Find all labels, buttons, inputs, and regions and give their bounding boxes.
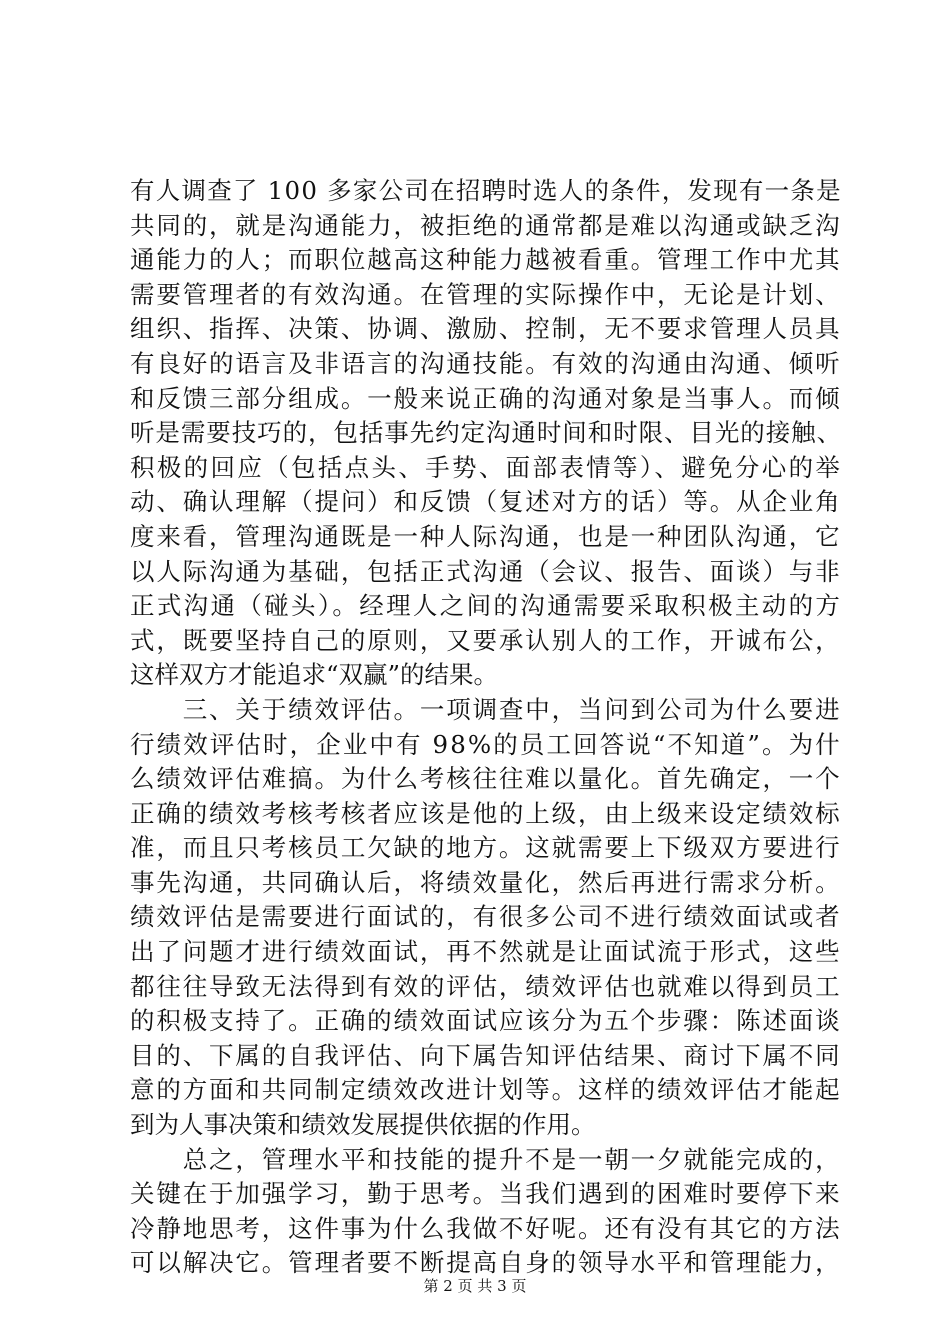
- text-line: 正确的绩效考核考核者应该是他的上级，由上级来设定绩效标: [130, 798, 842, 828]
- text-line: 冷静地思考，这件事为什么我做不好呢。还有没有其它的方法: [130, 1213, 842, 1243]
- text-line: 意的方面和共同制定绩效改进计划等。这样的绩效评估才能起: [130, 1075, 842, 1105]
- text-line: 有人调查了 100 多家公司在招聘时选人的条件，发现有一条是: [130, 176, 842, 205]
- text-line: 动、确认理解（提问）和反馈（复述对方的话）等。从企业角: [130, 487, 842, 517]
- text-line: 组织、指挥、决策、协调、激励、控制，无不要求管理人员具: [130, 314, 842, 344]
- text-line: 总之，管理水平和技能的提升不是一朝一夕就能完成的，: [130, 1144, 842, 1174]
- text-line: 出了问题才进行绩效面试，再不然就是让面试流于形式，这些: [130, 937, 842, 967]
- text-line: 有良好的语言及非语言的沟通技能。有效的沟通由沟通、倾听: [130, 348, 842, 378]
- text-line: 行绩效评估时，企业中有 98%的员工回答说“不知道”。为什: [130, 729, 842, 759]
- text-line: 关键在于加强学习，勤于思考。当我们遇到的困难时要停下来: [130, 1179, 842, 1209]
- text-line: 这样双方才能追求“双赢”的结果。: [130, 660, 499, 690]
- text-line: 积极的回应（包括点头、手势、面部表情等）、避免分心的举: [130, 452, 842, 482]
- text-line: 三、关于绩效评估。一项调查中，当问到公司为什么要进: [130, 694, 842, 724]
- text-line: 到为人事决策和绩效发展提供依据的作用。: [130, 1110, 596, 1140]
- body-text: [130, 174, 842, 1281]
- text-line: 共同的，就是沟通能力，被拒绝的通常都是难以沟通或缺乏沟: [130, 210, 842, 240]
- text-line: 绩效评估是需要进行面试的，有很多公司不进行绩效面试或者: [130, 902, 842, 932]
- text-line: 么绩效评估难搞。为什么考核往往难以量化。首先确定，一个: [130, 764, 842, 794]
- text-line: 需要管理者的有效沟通。在管理的实际操作中，无论是计划、: [130, 279, 842, 309]
- text-line: 通能力的人；而职位越高这种能力越被看重。管理工作中尤其: [130, 245, 842, 275]
- text-line: 事先沟通，共同确认后，将绩效量化，然后再进行需求分析。: [130, 867, 842, 897]
- text-line: 正式沟通（碰头）。经理人之间的沟通需要采取积极主动的方: [130, 591, 842, 621]
- text-line: 都往往导致无法得到有效的评估，绩效评估也就难以得到员工: [130, 971, 842, 1001]
- text-line: 的积极支持了。正确的绩效面试应该分为五个步骤：陈述面谈: [130, 1006, 842, 1036]
- text-line: 准，而且只考核员工欠缺的地方。这就需要上下级双方要进行: [130, 833, 842, 863]
- text-line: 度来看，管理沟通既是一种人际沟通，也是一种团队沟通，它: [130, 521, 842, 551]
- page-footer: 第 2 页 共 3 页: [423, 1277, 527, 1295]
- text-line: 可以解决它。管理者要不断提高自身的领导水平和管理能力，: [130, 1248, 842, 1278]
- text-line: 目的、下属的自我评估、向下属告知评估结果、商讨下属不同: [130, 1040, 842, 1070]
- text-line: 听是需要技巧的，包括事先约定沟通时间和时限、目光的接触、: [130, 418, 842, 448]
- text-line: 以人际沟通为基础，包括正式沟通（会议、报告、面谈）与非: [130, 556, 842, 586]
- text-line: 和反馈三部分组成。一般来说正确的沟通对象是当事人。而倾: [130, 383, 842, 413]
- text-line: 式，既要坚持自己的原则，又要承认别人的工作，开诚布公，: [130, 625, 842, 655]
